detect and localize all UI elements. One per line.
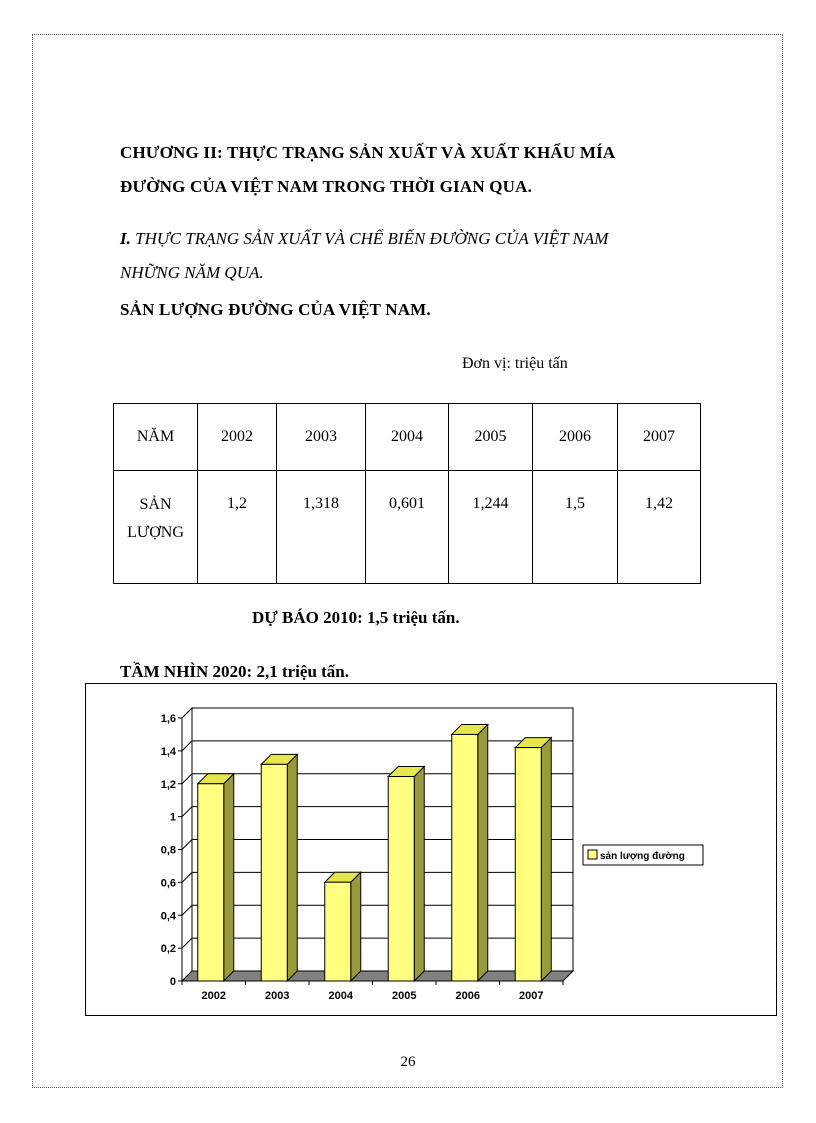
bar-side: [414, 767, 424, 981]
forecast-2010: DỰ BÁO 2010: 1,5 triệu tấn.: [252, 608, 460, 627]
year-cell: 2007: [618, 404, 701, 471]
bar: [515, 748, 541, 981]
bar: [325, 882, 351, 981]
row-header-output-line-1: SẢN: [139, 496, 172, 513]
unit-label: Đơn vị: triệu tấn: [462, 355, 568, 372]
chapter-title-line-2: ĐƯỜNG CỦA VIỆT NAM TRONG THỜI GIAN QUA.: [120, 177, 533, 196]
bar-side: [541, 738, 551, 981]
y-tick-label: 1,4: [160, 745, 176, 758]
x-tick-label: 2004: [328, 990, 353, 1002]
chapter-title-line-1: CHƯƠNG II: THỰC TRẠNG SẢN XUẤT VÀ XUẤT KHẨU MÍA: [120, 143, 616, 162]
section-heading-text: THỰC TRẠNG SẢN XUẤT VÀ CHẾ BIẾN ĐƯỜNG CỦA VIỆT NAM: [135, 229, 609, 248]
bar: [261, 764, 287, 981]
bar: [388, 777, 414, 981]
y-tick-label: 0,4: [160, 910, 176, 923]
row-header-output: [114, 471, 198, 584]
table-heading: SẢN LƯỢNG ĐƯỜNG CỦA VIỆT NAM.: [120, 300, 431, 319]
table-row-years: [114, 404, 701, 471]
bar: [198, 784, 224, 981]
y-tick-label: 1,2: [160, 778, 176, 791]
value-cell: 0,601: [366, 471, 449, 584]
year-cell: 2005: [449, 404, 533, 471]
row-header-output-line-2: LƯỢNG: [127, 524, 184, 541]
bar-side: [224, 774, 234, 981]
production-table: [113, 403, 701, 584]
legend-swatch: [588, 850, 597, 859]
value-cell: 1,5: [533, 471, 618, 584]
section-heading-line-1: [120, 229, 608, 249]
chart-frame: [85, 683, 777, 1016]
value-cell: 1,318: [277, 471, 366, 584]
y-tick-label: 1: [169, 811, 176, 824]
y-tick-label: 0: [169, 976, 176, 988]
x-tick-label: 2006: [455, 990, 480, 1002]
vision-2020: TẦM NHÌN 2020: 2,1 triệu tấn.: [120, 662, 350, 681]
year-cell: 2006: [533, 404, 618, 471]
y-tick-label: 0,8: [160, 844, 176, 857]
y-tick-label: 0,6: [160, 877, 176, 890]
x-tick-label: 2003: [265, 990, 290, 1002]
chart-floor: [182, 971, 573, 981]
value-cell: 1,42: [618, 471, 701, 584]
value-cell: 1,2: [198, 471, 277, 584]
row-header-year: NĂM: [114, 404, 198, 471]
x-tick-label: 2002: [201, 990, 226, 1002]
legend-label: sản lượng đường: [600, 851, 685, 862]
y-tick-label: 1,6: [160, 713, 176, 725]
year-cell: 2004: [366, 404, 449, 471]
page-number: 26: [400, 1054, 416, 1070]
bar-side: [478, 724, 488, 981]
bar-side: [287, 754, 297, 981]
year-cell: 2002: [198, 404, 277, 471]
x-tick-label: 2005: [392, 990, 417, 1002]
table-row-output: [114, 471, 701, 584]
year-cell: 2003: [277, 404, 366, 471]
bar-side: [351, 872, 361, 981]
value-cell: 1,244: [449, 471, 533, 584]
x-tick-label: 2007: [519, 990, 544, 1002]
section-heading-line-2: NHỮNG NĂM QUA.: [120, 263, 264, 282]
sugar-output-chart: [86, 684, 776, 1015]
y-tick-label: 0,2: [160, 943, 176, 956]
bar: [452, 734, 478, 981]
section-number: I.: [120, 229, 131, 248]
